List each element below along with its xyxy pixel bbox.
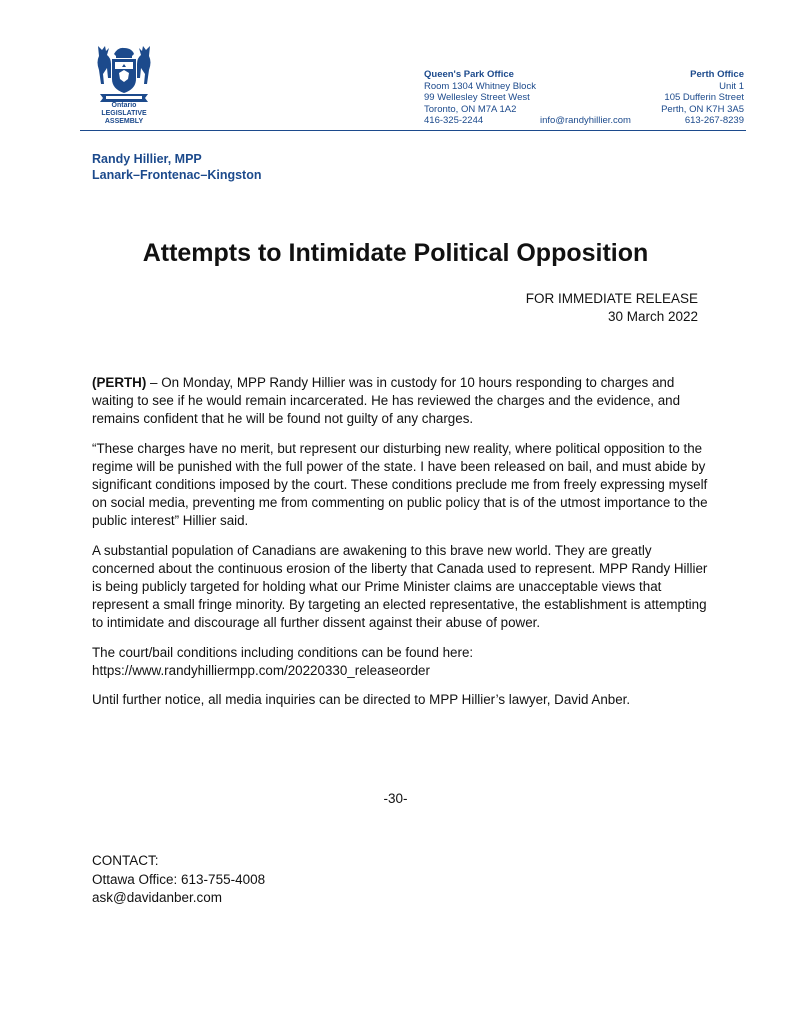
perth-heading: Perth Office: [690, 69, 744, 80]
release-label: FOR IMMEDIATE RELEASE: [525, 291, 698, 306]
perth-line: Unit 1: [719, 80, 744, 92]
page-title: Attempts to Intimidate Political Opposition: [142, 239, 649, 267]
contact-block: [92, 852, 265, 908]
release-info: [526, 290, 698, 326]
coat-of-arms-icon: [86, 42, 162, 104]
press-release-body: [92, 374, 708, 720]
queens-park-line: Room 1304 Whitney Block: [424, 80, 536, 92]
office-email: info@randyhillier.com: [540, 115, 631, 126]
release-order-url: https://www.randyhilliermpp.com/20220330_releaseorder: [92, 662, 430, 678]
perth-line: 105 Dufferin Street: [664, 92, 744, 103]
contact-phone: Ottawa Office: 613-755-4008: [92, 871, 266, 887]
mpp-signature: [92, 151, 261, 183]
org-line-assembly: ASSEMBLY: [104, 118, 144, 125]
header-divider: [80, 130, 746, 131]
paragraph-4-text: The court/bail conditions including conditions can be found here:: [92, 644, 474, 660]
dateline: (PERTH): [92, 375, 147, 390]
organization-name: [86, 102, 162, 126]
queens-park-line: 99 Wellesley Street West: [424, 92, 530, 103]
org-line-ontario: Ontario: [111, 102, 137, 109]
queens-park-heading: Queen's Park Office: [424, 69, 514, 80]
perth-phone: 613-267-8239: [684, 115, 744, 126]
contact-label: CONTACT:: [92, 853, 159, 868]
paragraph-1: [92, 374, 708, 429]
paragraph-3: A substantial population of Canadians are awakening to this brave new world. They are greatly concerned about the continuous erosion of the liberty that Canada used to represent. MPP Randy Hillier is being publicly targeted for holding what our Prime Minister claims are unacceptable views that represent a small fringe minority. By targeting an elected representative, the establishment is attempting to intimidate and discourage all further dissent against their abuse of power.: [92, 542, 708, 631]
queens-park-phone: 416-325-2244: [424, 115, 484, 126]
end-marker: -30-: [383, 791, 408, 806]
perth-line: Perth, ON K7H 3A5: [661, 103, 744, 115]
paragraph-2: “These charges have no merit, but represent our disturbing new reality, where political opposition to the regime will be punished with the full power of the state. I have been released on bail, and must abide by significant conditions imposed by the court. These conditions preclude me from freely expressing myself on social media, preventing me from commenting on public policy that is of the utmost importance to the public interest” Hillier said.: [92, 440, 708, 529]
mpp-riding: Lanark–Frontenac–Kingston: [92, 168, 262, 182]
paragraph-1-text: – On Monday, MPP Randy Hillier was in custody for 10 hours responding to charges and waiting to see if he would remain incarcerated. He has reviewed the charges and the evidence, and remains confident that he will be found not guilty of any charges.: [92, 375, 681, 427]
mpp-name: Randy Hillier, MPP: [92, 152, 202, 166]
contact-email: ask@davidanber.com: [92, 890, 223, 905]
paragraph-5: Until further notice, all media inquiries can be directed to MPP Hillier’s lawyer, David Anber.: [92, 692, 631, 708]
queens-park-line: Toronto, ON M7A 1A2: [424, 103, 517, 115]
paragraph-4: [92, 644, 708, 680]
release-date: 30 March 2022: [607, 309, 698, 324]
perth-office: [600, 69, 744, 127]
org-line-legislative: LEGISLATIVE: [101, 110, 147, 117]
